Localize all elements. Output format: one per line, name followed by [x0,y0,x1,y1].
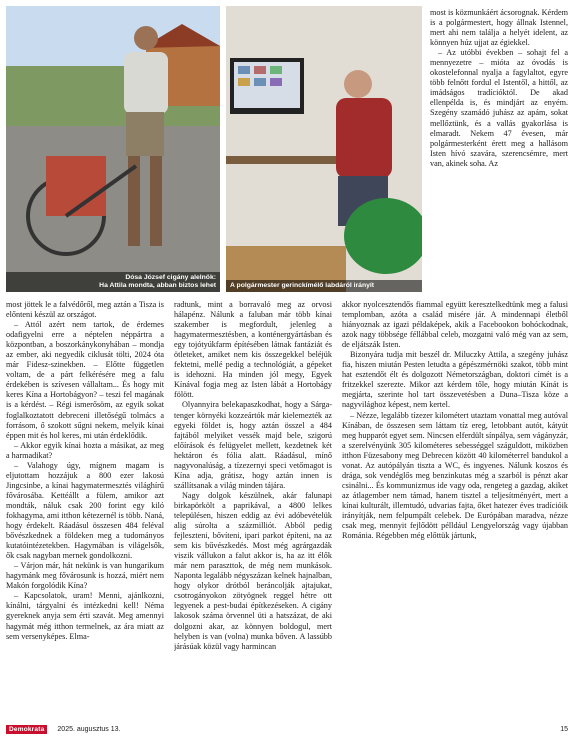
caption-line-2: Ha Attila mondta, abban biztos lehet [99,282,216,289]
paragraph: most jöttek le a falvédőről, meg aztán a Tisza is előnteni készül az országot. [6,300,164,320]
photo-caption [226,280,422,292]
paragraph: – Kapcsolatok, uram! Menni, ajánlkozni, kínálni, tárgyalni és intézkedni kell! Néma gyereknek anyja sem érti szavát. Meg amennyi hagymát még itthon termelnek, az ára miatt az sem versenyképes. Elma- [6,591,164,641]
page-number: 15 [560,725,568,733]
photo-illustration [6,6,220,292]
paragraph: most is közmunkáért ácsorognak. Kérdem is a polgármestert, hogy állnak Istennel, mert ahi nem találja a helyét idelent, az könnyen húz ujjat az égiekkel. [430,8,568,48]
photo-caption [6,272,220,292]
article-column-3 [342,300,568,716]
issue-date: 2025. augusztus 13. [57,725,121,733]
paragraph: Bizonyára tudja mit beszél dr. Miluczky Attila, a szegény juhász fia, hiszen miután Pesten letudta a gépészmérnöki szakot, több mint hat esztendőt élt és dolgozott Németországban, doktori címét is a fritzekkel szerezte. Mikor azt kérdem tőle, hogy miután Kínát is megjárta, szerinte hol tart összevetésben a Duna–Tisza köze a nagyvilághoz képest, nem kertel. [342,350,568,410]
photo-man-at-computer [226,6,422,292]
page-footer [6,722,568,736]
paragraph: – Akkor egyik kínai hozta a másikat, az meg a harmadikat? [6,440,164,460]
paragraph: akkor nyolcesztendős fiammal együtt keresztelkedtünk meg a falusi templomban, azóta a család misére jár. A mindennapi életből hiányoznak az igazi példaképek, akik a Facebookon bohóckodnak, azok nagy többsége féllábbal celeb, mozgatni való még van az sem, de eljátszák Isten. [342,300,568,350]
caption-line-1: A polgármester gerinckímélő labdáról irányít [230,282,375,289]
paragraph: Nagy dolgok készülnek, akár falunapi birkapörkölt a paprikával, a 4800 lelkes településen, hiszen eddig az évi adóbevételük alig súrolta a százmilliót. Abból pedig fejleszteni, bővíteni, ipari parkot építeni, na az sem kis bűvészkedés. Most még agrárgazdák viszik vállukon a falut akkor is, ha az itt élők már nem paraszttok, de még nem munkások. Naponta legalább négyszázan kelnek hajnalban, hogy olykor drótból beráncolják ajtajukat, csotrogányokon zötyögnek reggel hétre ott legyenek a pest-budai építkezéseken. A cigány lakosok száma örvennel üti a hatszázat, de aki dolgozni akar, az könnyen boldogul, mert helyben is van (volna) munka bőven. A lassúbb járásúak közül vagy harmincan [174,490,332,651]
paragraph: – Nézze, legalább tízezer kilométert utaztam vonattal meg autóval Kínában, de összesen sem láttam tíz ereg, letobbant autót, kátyút meg hupparót egyet sem. Nincsen elferdült sínpálya, sem vágányzár, a szerelvényünk 305 kilométeres sebességgel száguldott, miközben itthon Füzesabony meg Debrecen között 40 kilométerrel bandukol a vonat. Az autópályán tiszta a WC, és ingyenes. Nálunk koszos és drága, sok vendéglős meg benzinkutas még a szarból is pénzt akar csinálni... És kommunizmus ide vagy oda, rengeteg a gazdag, akiket az átlagember nem támad, hanem tisztel a teljesítményért, mert a kínai kulturált, illemtudó, udvarias fajta, őket hatezer éves tradícióik irányítják, nem felpumpált celebek. De Európában maradva, nézze csak meg, mennyit fejlődött pélldául Lengyelország vagy újabban Románia. Régebben még előttük jártunk, [342,410,568,541]
paragraph: Olyannyira belekapaszkodhat, hogy a Sárga-tenger környéki kozzeártók már kielemezték az egyeki földet is, hogy aztán összel a 484 fajtából melyiket vessék majd bele, szigorú előírások és felügyelet mellett, kezdetnek két hektáron és fólia alatt. Ráadásul, mínő nagyvonalúság, a tízezernyi speci vetőmagot is Kína adja, grátisz, hogy aztán innen is szállítsanak a világ minden tájára. [174,400,332,490]
paragraph: – Valahogy úgy, mígnem magam is eljutottam hozzájuk a 800 ezer lakosú Jingcsinbe, a kínai hagymatermesztés világhírű fővárosába. Kettéállt a fülem, amikor azt mondták, náluk csak 200 forint egy kiló fokhagyma, ami itthon kétezernél is több. Naná, hogy érdekelt. Ráadásul összesen 484 feléval bővészkednek a földeken meg a tudományos kutatóintézetekben. Hagymában is világelsők, ők csak nagyban mernek gondolkozni. [6,460,164,561]
photo-man-with-bicycle [6,6,220,292]
article-column-top-right [430,8,568,292]
article-column-2 [174,300,332,716]
paragraph: – Várjon már, hát nekünk is van hungarikum hagymánk meg fővárosunk is hozzá, miért nem Makón forgolódik Kína? [6,561,164,591]
paragraph: – Attól azért nem tartok, de érdemes odafigyelni erre a néptelen néppártra a központban, a boszorkánykonyhában – mondja az ember, aki negyedik ciklusát tölti, 2024 óta már Fidesz-szinekben. – Előtte független voltam, de a párt felkérésére meg a falu érdekében is szívesen vállaltam... És hogy mit keres Kína a Hortobágyon? – teszi fel magának is a kérdést. – Régi ismerősöm, az egyik sokat foglalkoztatott debreceni illetőségű tolmács a forrásom, ő szokott sűgni nekem, melyik kínai éppen mit és hol keres, mi után érdeklődik. [6,320,164,440]
paragraph: radtunk, mint a borravaló meg az orvosi hálapénz. Nálunk a faluban már több kínai szakember is megfordult, jelenleg a hagymatermesztésben, a konténergyártásban és egy tojótyúkfarm építésében látnak fantáziát és ötleteket, amiket nem kis összegekkel beléjük fektetni, mellé pedig a technológiát, a gépeket is idehozni. Ha minden jól megy, Egyek Kínával fogja meg az Isten lábát a Hortobágy fölött. [174,300,332,400]
caption-line-1: Dósa József cigány alelnök: [125,274,216,281]
photo-illustration [226,6,422,292]
paragraph: – Az utóbbi években – sohajt fel a mennyezetre – mióta az óvodás is okostelefonnal nyalja a fagylaltot, egyre több felnőtt fordul el Istentől, a hittől, az imádságos tradícióktól. De akad ellenpélda is, és mindjárt az enyém. Szegény szamádó juhász az apám, sokat mellőztünk, és a vallás gyakorlása is elmaradt. Nekem 47 évesen, már polgármesterként érett meg a hallásom Isten hívó szavára, szerencsémre, mert van, akinek soha. Az [430,48,568,168]
article-column-1 [6,300,164,716]
publication-logo: Demokrata [6,725,47,734]
